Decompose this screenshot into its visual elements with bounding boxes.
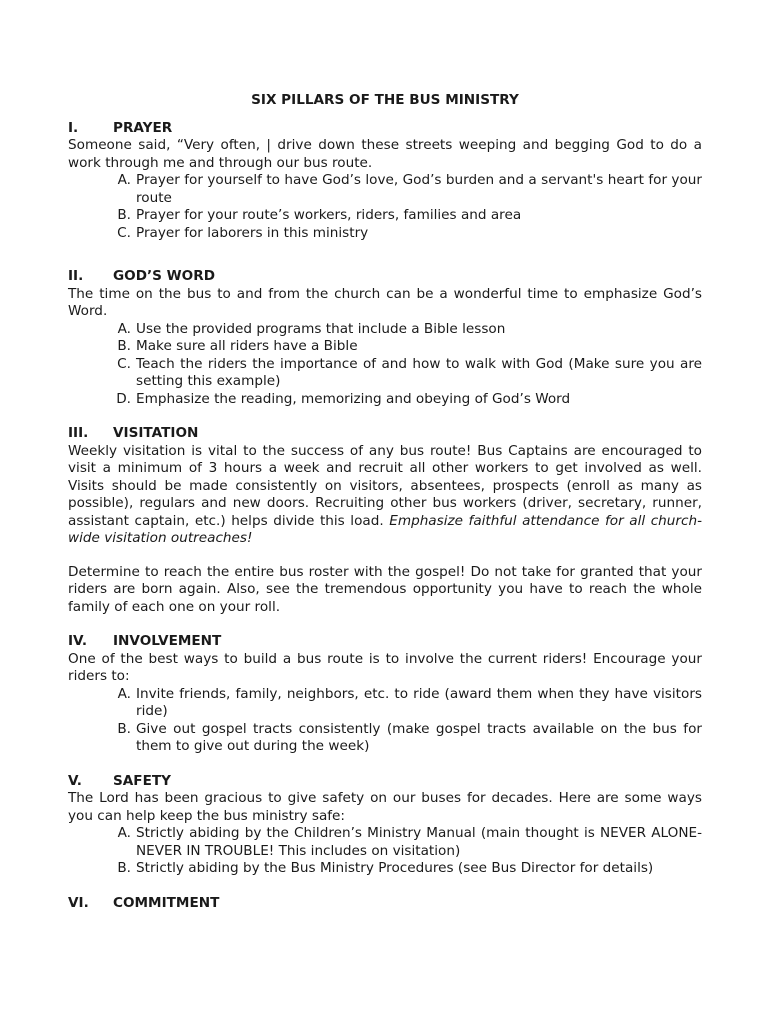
section-title: PRAYER	[113, 119, 173, 136]
section-number: II.	[68, 268, 84, 284]
list-item	[68, 721, 702, 756]
item-list	[68, 686, 702, 756]
section-paragraph	[68, 443, 702, 548]
item-text: Prayer for laborers in this ministry	[136, 224, 369, 241]
item-text: Prayer for your route’s workers, riders, families and area	[136, 207, 522, 223]
section-paragraph: The time on the bus to and from the church can be a wonderful time to emphasize God’s Word.	[68, 285, 702, 319]
list-item	[68, 225, 702, 243]
item-text: Teach the riders the importance of and how to walk with God (Make sure you are setting this example)	[136, 355, 702, 389]
section-visitation	[68, 425, 702, 616]
section-prayer	[68, 120, 702, 243]
item-text: Strictly abiding by the Children’s Ministry Manual (main thought is NEVER ALONE-NEVER IN TROUBLE! This includes on visitation)	[136, 825, 702, 859]
item-list	[68, 321, 702, 409]
section-number: I.	[68, 119, 79, 136]
section-commitment	[68, 895, 702, 913]
item-text: Use the provided programs that include a Bible lesson	[136, 320, 506, 337]
list-item	[68, 338, 702, 356]
item-letter: A.	[117, 320, 131, 337]
section-title: VISITATION	[113, 425, 199, 441]
item-letter: B.	[117, 207, 131, 223]
section-number: IV.	[68, 633, 87, 649]
list-item	[68, 172, 702, 207]
list-item	[68, 825, 702, 860]
section-gods-word	[68, 268, 702, 408]
section-heading	[68, 120, 702, 138]
document-title: SIX PILLARS OF THE BUS MINISTRY	[251, 92, 519, 108]
section-heading	[68, 633, 702, 651]
section-number: III.	[68, 425, 89, 441]
section-number: V.	[68, 772, 82, 789]
section-title: SAFETY	[113, 772, 171, 789]
section-title: INVOLVEMENT	[113, 633, 222, 649]
item-text: Emphasize the reading, memorizing and obeying of God’s Word	[136, 390, 571, 407]
section-title: GOD’S WORD	[113, 268, 215, 284]
item-letter: A.	[117, 685, 131, 702]
section-title: COMMITMENT	[113, 894, 220, 911]
section-heading	[68, 268, 702, 286]
list-item	[68, 356, 702, 391]
item-text: Prayer for yourself to have God’s love, God’s burden and a servant's heart for your route	[136, 172, 702, 206]
section-involvement	[68, 633, 702, 756]
item-letter: B.	[117, 720, 131, 737]
section-heading	[68, 425, 702, 443]
item-text: Invite friends, family, neighbors, etc. to ride (award them when they have visitors ride)	[136, 685, 702, 719]
list-item	[68, 207, 702, 225]
item-text: Strictly abiding by the Bus Ministry Procedures (see Bus Director for details)	[136, 860, 654, 876]
list-item	[68, 686, 702, 721]
item-letter: B.	[117, 860, 131, 876]
section-number: VI.	[68, 894, 89, 911]
item-letter: A.	[117, 825, 131, 841]
section-paragraph: Someone said, “Very often, | drive down these streets weeping and begging God to do a work through me and through our bus route.	[68, 137, 702, 171]
section-paragraph-2: Determine to reach the entire bus roster with the gospel! Do not take for granted that your riders are born again. Also, see the tremendous opportunity you have to reach the whole family of each one on your roll.	[68, 563, 702, 615]
item-list	[68, 825, 702, 878]
item-letter: C.	[117, 224, 131, 241]
item-letter: B.	[117, 338, 131, 354]
section-heading	[68, 773, 702, 791]
item-letter: A.	[117, 172, 131, 188]
list-item	[68, 391, 702, 409]
item-letter: C.	[117, 355, 131, 372]
document-body	[68, 92, 702, 912]
item-text: Make sure all riders have a Bible	[136, 338, 358, 354]
list-item	[68, 321, 702, 339]
section-safety	[68, 773, 702, 878]
item-text: Give out gospel tracts consistently (make gospel tracts available on the bus for them to give out during the week)	[136, 720, 702, 754]
item-letter: D.	[116, 390, 131, 407]
paragraph-emphasis: Emphasize faithful attendance for all church-wide visitation outreaches!	[68, 512, 702, 546]
section-paragraph: One of the best ways to build a bus route is to involve the current riders! Encourage your riders to:	[68, 650, 702, 684]
item-list	[68, 172, 702, 242]
list-item	[68, 860, 702, 878]
paragraph-text: Weekly visitation is vital to the success of any bus route! Bus Captains are encouraged to visit a minimum of 3 hours a week and recruit all other workers to get involved as well. Visits should be made consistently on visitors, absentees, prospects (enroll as many as possible), regulars and new doors. Recruiting other bus workers (driver, secretary, runner, assistant captain, etc.) helps divide this load.	[68, 442, 702, 529]
section-heading	[68, 895, 702, 913]
section-paragraph: The Lord has been gracious to give safety on our buses for decades. Here are some ways you can help keep the bus ministry safe:	[68, 790, 702, 824]
